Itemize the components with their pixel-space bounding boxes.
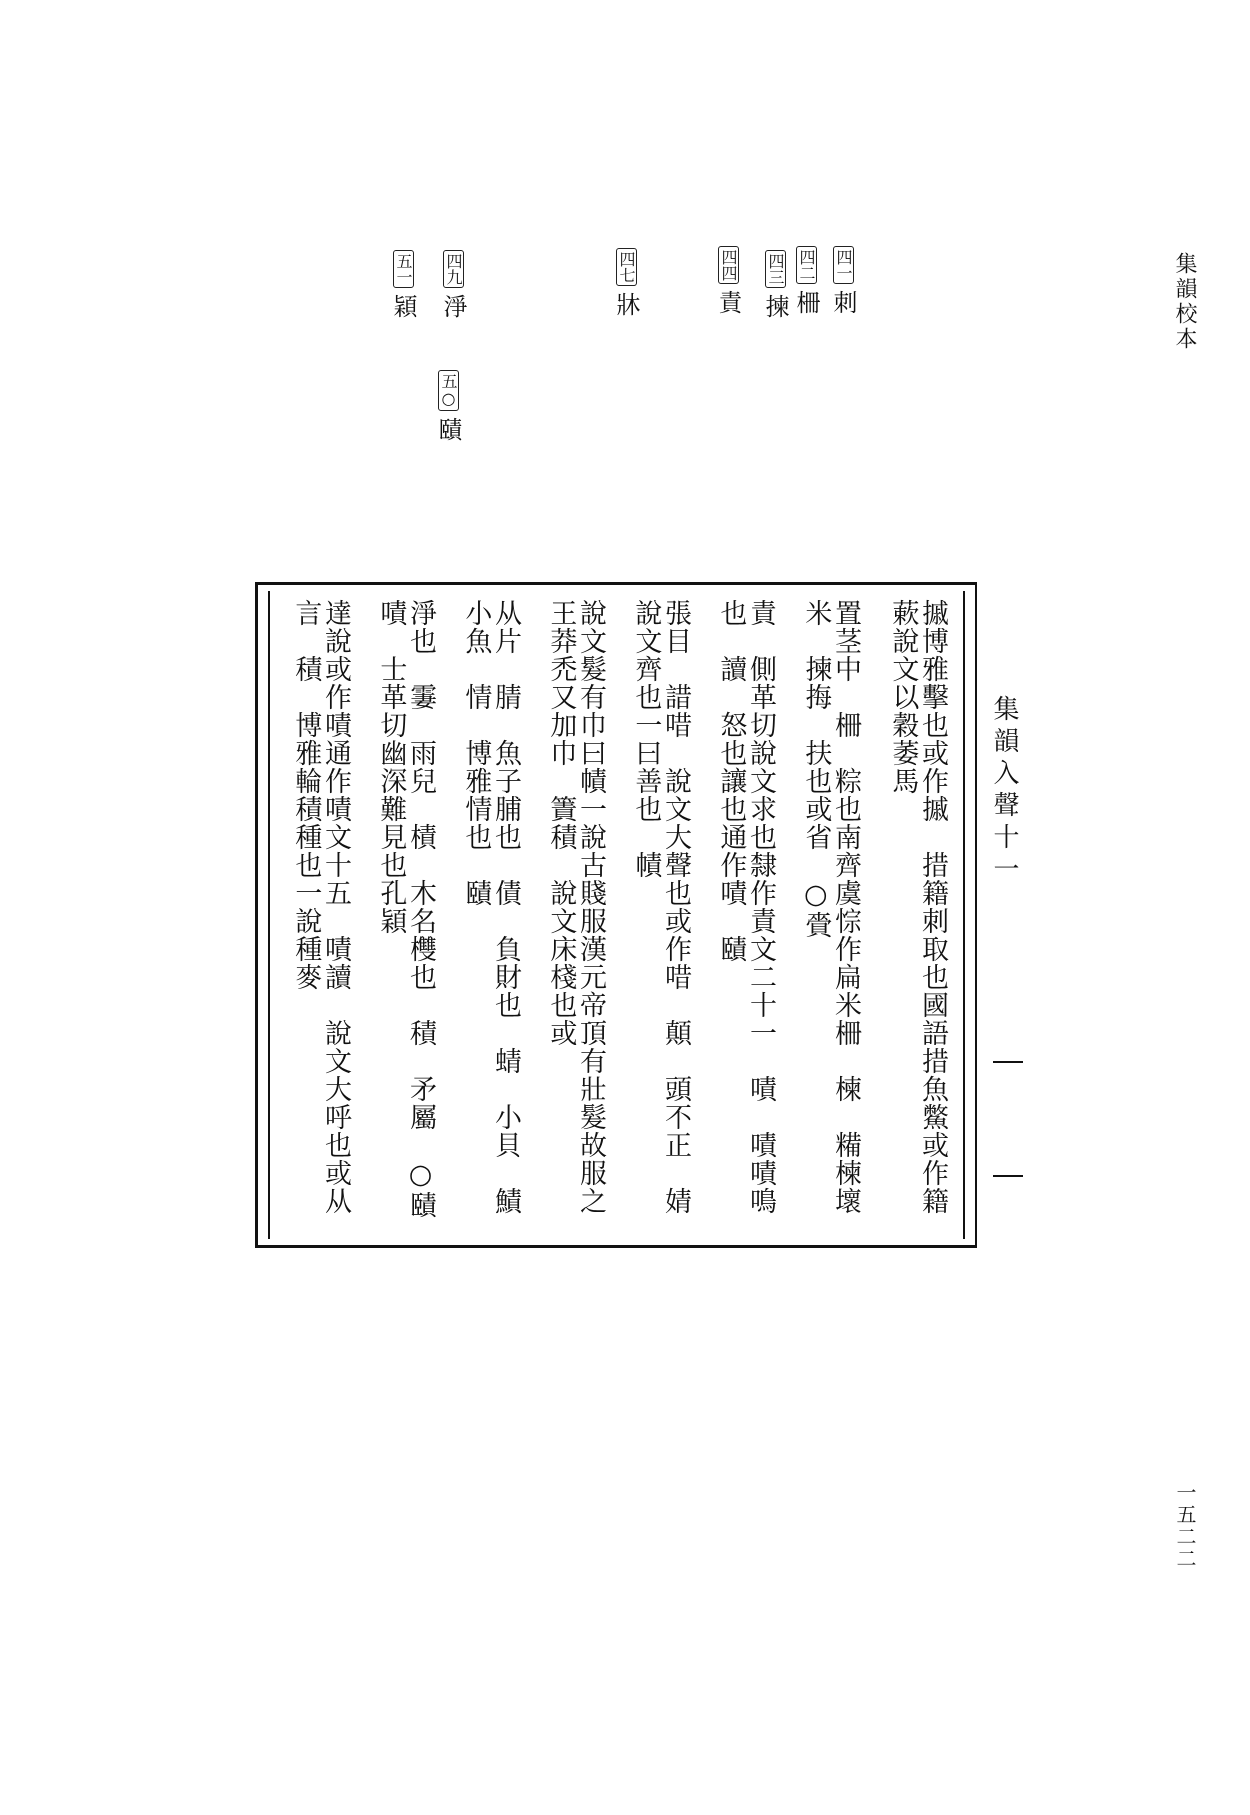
note-text: 牀: [612, 292, 640, 320]
collation-note: [391, 250, 415, 322]
note-index: 四七: [616, 248, 637, 286]
note-text: 柵: [792, 290, 820, 318]
collation-note: [763, 250, 787, 322]
page-number: 一五二二: [1173, 1482, 1197, 1570]
note-index: 四二: [796, 246, 817, 284]
woodblock-plate: [255, 582, 1019, 1248]
column-text: 達說或作嘖通作嘖文十五 嘖讀 說文大呼也或从言 積 博雅輪積種也一說種麥: [290, 599, 351, 1215]
collation-note: [831, 246, 855, 318]
text-column: [887, 599, 948, 1243]
column-text: 張目 諎唶 說文大聲也或作唶 顛 頭不正 婧 說文齊也一曰善也 幘: [630, 599, 691, 1243]
collation-note: [436, 370, 460, 445]
collation-note: [614, 248, 638, 320]
column-text: 摵博雅擊也或作摵 措籍刺取也國語措魚鱉或作籍 蔌說文以穀萎馬: [887, 599, 948, 1243]
note-index: 五○: [438, 370, 459, 411]
text-column: [545, 599, 606, 1229]
plate-inner-border: [963, 591, 965, 1239]
note-text: 揀: [761, 294, 789, 322]
plate-margin-rule: [993, 1175, 1023, 1177]
note-text: 賾: [434, 417, 462, 445]
text-column: [800, 599, 861, 1229]
note-index: 四九: [443, 250, 464, 288]
text-column: [375, 599, 436, 1229]
column-text: 淨也 霋 雨兒 樍 木名欆也 積 矛屬 ○賾嘖 士革切幽深難見也孔穎: [375, 599, 436, 1219]
book-title: 集韻校本: [1172, 252, 1197, 352]
note-index: 四一: [833, 246, 854, 284]
plate-margin-rule: [993, 1061, 1023, 1063]
collation-note: [441, 250, 465, 322]
note-index: 五一: [393, 250, 414, 288]
column-text: 責 側革切說文求也隸作責文二十一 嘖 嘖嘖鳴也 讀 怒也讓也通作嘖 賾: [715, 599, 776, 1215]
text-column: [715, 599, 776, 1229]
column-text: 說文髮有巾曰幘一說古賤服漢元帝頂有壯髮故服之王莽禿又加巾 簀積 說文床棧也或: [545, 599, 606, 1215]
plate-inner-border: [268, 591, 270, 1239]
text-column: [460, 599, 521, 1243]
text-column: [290, 599, 351, 1229]
text-column: [630, 599, 691, 1243]
column-text: 置茎中 柵 粽也南齊虞悰作扁米柵 楝 糒楝壞米 揀挴 扶也或省 ○賫: [800, 599, 861, 1215]
note-text: 穎: [389, 294, 417, 322]
collation-note: [794, 246, 818, 318]
column-text: 从片 腈 魚子脯也 債 負財也 蜻 小貝 鰿 小魚 情 博雅情也 賾: [460, 599, 521, 1243]
note-index: 四四: [718, 246, 739, 284]
collation-note: [716, 246, 740, 318]
note-index: 四三: [765, 250, 786, 288]
note-text: 責: [714, 290, 742, 318]
note-text: 刺: [829, 290, 857, 318]
plate-margin-label: 集韻入聲十一: [989, 695, 1019, 887]
note-text: 淨: [439, 294, 467, 322]
